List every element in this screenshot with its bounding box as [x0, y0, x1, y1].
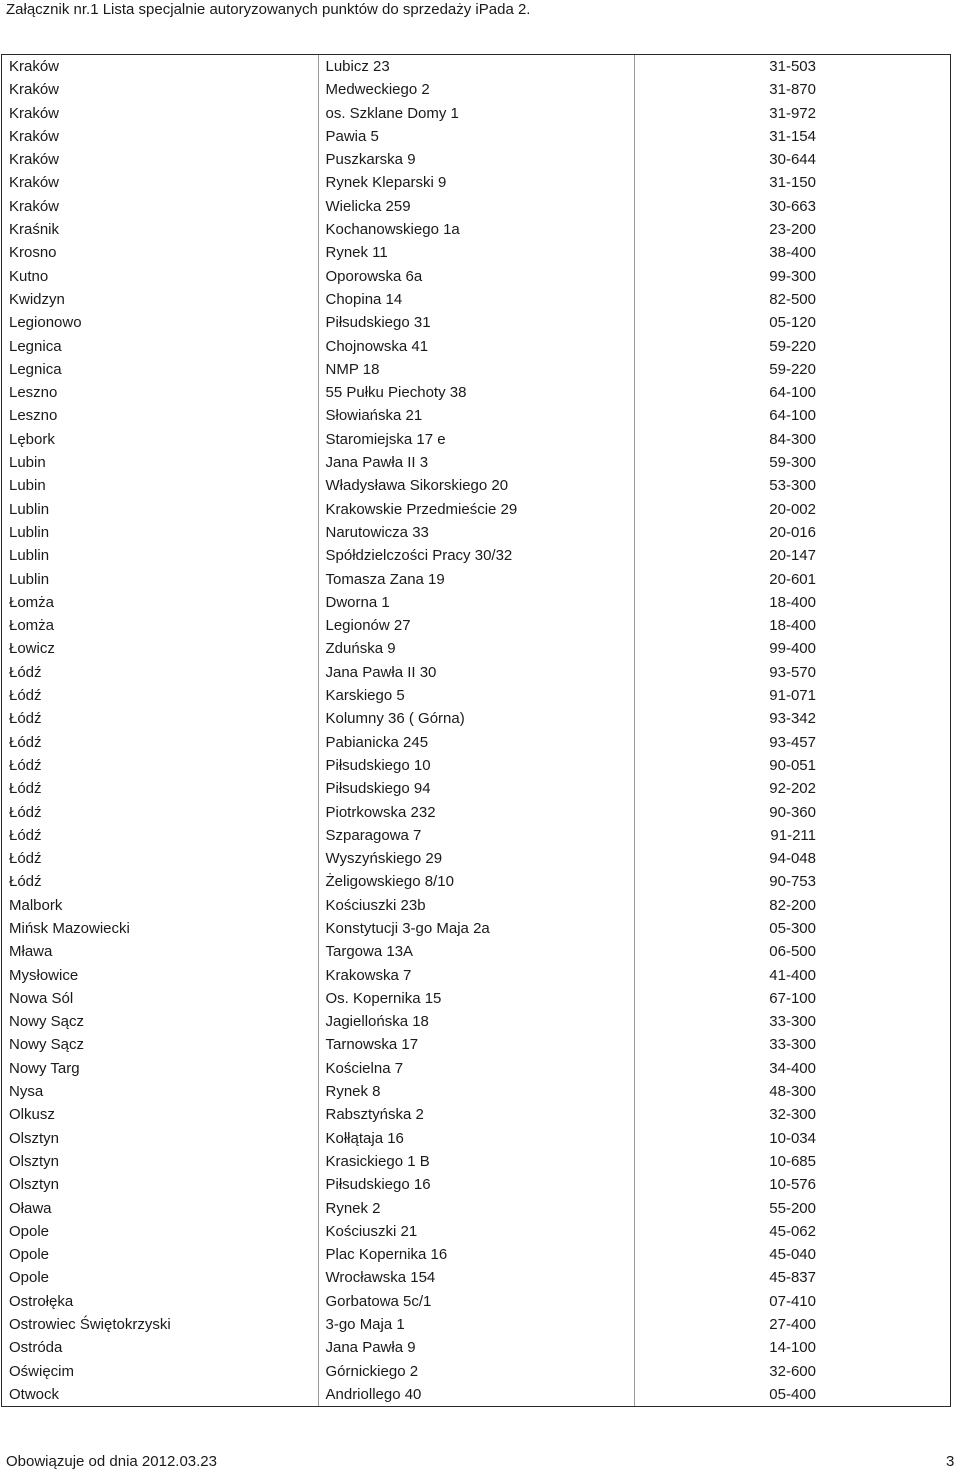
city-cell: Nowa Sól [2, 987, 318, 1010]
table-row [2, 684, 950, 707]
table-row [2, 148, 950, 171]
postal-code-cell: 48-300 [769, 1083, 816, 1101]
postal-code-cell: 14-100 [769, 1339, 816, 1357]
table-row [2, 1080, 950, 1103]
postal-code-cell: 20-016 [769, 523, 816, 541]
postal-code-cell: 41-400 [769, 966, 816, 984]
street-cell: Targowa 13A [318, 940, 634, 963]
table-row [2, 661, 950, 684]
city-cell: Opole [2, 1243, 318, 1266]
postal-code-cell: 64-100 [769, 407, 816, 425]
city-cell: Oświęcim [2, 1360, 318, 1383]
street-cell: Kościelna 7 [318, 1057, 634, 1080]
street-cell: Piłsudskiego 16 [318, 1173, 634, 1196]
city-cell: Opole [2, 1220, 318, 1243]
city-cell: Legnica [2, 335, 318, 358]
city-cell: Olsztyn [2, 1150, 318, 1173]
city-cell: Olsztyn [2, 1127, 318, 1150]
street-cell: Rynek Kleparski 9 [318, 171, 634, 194]
city-cell: Lubin [2, 474, 318, 497]
postal-code-cell: 94-048 [769, 850, 816, 868]
table-row [2, 1127, 950, 1150]
street-cell: 3-go Maja 1 [318, 1313, 634, 1336]
street-cell: Kościuszki 23b [318, 894, 634, 917]
street-cell: Tomasza Zana 19 [318, 568, 634, 591]
street-cell: Piotrkowska 232 [318, 801, 634, 824]
postal-code-cell: 99-400 [769, 640, 816, 658]
street-cell: Jana Pawła II 3 [318, 451, 634, 474]
street-cell: Żeligowskiego 8/10 [318, 870, 634, 893]
street-cell: Karskiego 5 [318, 684, 634, 707]
table-row [2, 218, 950, 241]
postal-code-cell: 23-200 [769, 221, 816, 239]
city-cell: Łódź [2, 661, 318, 684]
city-cell: Łódź [2, 801, 318, 824]
street-cell: Os. Kopernika 15 [318, 987, 634, 1010]
city-cell: Kraków [2, 171, 318, 194]
city-cell: Ostróda [2, 1336, 318, 1359]
postal-code-cell: 45-837 [769, 1269, 816, 1287]
table-row [2, 614, 950, 637]
table-row [2, 265, 950, 288]
table-row [2, 917, 950, 940]
dealer-table [2, 55, 950, 1406]
table-row [2, 847, 950, 870]
street-cell: Pawia 5 [318, 125, 634, 148]
street-cell: Lubicz 23 [318, 55, 634, 78]
city-cell: Kraków [2, 78, 318, 101]
city-cell: Lublin [2, 544, 318, 567]
street-cell: Gorbatowa 5c/1 [318, 1290, 634, 1313]
street-cell: os. Szklane Domy 1 [318, 102, 634, 125]
postal-code-cell: 82-200 [769, 896, 816, 914]
table-row [2, 404, 950, 427]
city-cell: Lublin [2, 498, 318, 521]
table-row [2, 1336, 950, 1359]
table-row [2, 125, 950, 148]
street-cell: Jana Pawła II 30 [318, 661, 634, 684]
street-cell: Konstytucji 3-go Maja 2a [318, 917, 634, 940]
city-cell: Łódź [2, 824, 318, 847]
postal-code-cell: 45-062 [769, 1222, 816, 1240]
street-cell: Krakowska 7 [318, 964, 634, 987]
city-cell: Łódź [2, 754, 318, 777]
postal-code-cell: 84-300 [769, 430, 816, 448]
postal-code-cell: 90-051 [769, 756, 816, 774]
city-cell: Otwock [2, 1383, 318, 1406]
street-cell: Kolumny 36 ( Górna) [318, 707, 634, 730]
city-cell: Mińsk Mazowiecki [2, 917, 318, 940]
postal-code-cell: 10-685 [769, 1152, 816, 1170]
table-row [2, 1290, 950, 1313]
table-row [2, 102, 950, 125]
table-row [2, 1197, 950, 1220]
street-cell: Słowiańska 21 [318, 404, 634, 427]
street-cell: Zduńska 9 [318, 637, 634, 660]
city-cell: Nysa [2, 1080, 318, 1103]
city-cell: Oława [2, 1197, 318, 1220]
postal-code-cell: 45-040 [769, 1246, 816, 1264]
table-row [2, 637, 950, 660]
street-cell: Władysława Sikorskiego 20 [318, 474, 634, 497]
city-cell: Łowicz [2, 637, 318, 660]
table-row [2, 707, 950, 730]
table-row [2, 870, 950, 893]
postal-code-cell: 82-500 [769, 290, 816, 308]
postal-code-cell: 93-570 [769, 663, 816, 681]
city-cell: Kutno [2, 265, 318, 288]
table-row [2, 381, 950, 404]
table-row [2, 311, 950, 334]
postal-code-cell: 34-400 [769, 1059, 816, 1077]
street-cell: Kołłątaja 16 [318, 1127, 634, 1150]
table-row [2, 1360, 950, 1383]
postal-code-cell: 05-300 [769, 919, 816, 937]
city-cell: Mława [2, 940, 318, 963]
postal-code-cell: 07-410 [769, 1292, 816, 1310]
street-cell: Krakowskie Przedmieście 29 [318, 498, 634, 521]
city-cell: Łódź [2, 870, 318, 893]
city-cell: Łódź [2, 731, 318, 754]
city-cell: Krosno [2, 241, 318, 264]
street-cell: Puszkarska 9 [318, 148, 634, 171]
table-row [2, 987, 950, 1010]
city-cell: Kraków [2, 125, 318, 148]
postal-code-cell: 05-400 [769, 1385, 816, 1403]
postal-code-cell: 32-300 [769, 1106, 816, 1124]
street-cell: Wielicka 259 [318, 195, 634, 218]
city-cell: Kwidzyn [2, 288, 318, 311]
street-cell: Jana Pawła 9 [318, 1336, 634, 1359]
table-row [2, 428, 950, 451]
table-row [2, 1150, 950, 1173]
city-cell: Łomża [2, 591, 318, 614]
postal-code-cell: 20-601 [769, 570, 816, 588]
table-row [2, 358, 950, 381]
postal-code-cell: 30-663 [769, 197, 816, 215]
city-cell: Nowy Sącz [2, 1033, 318, 1056]
street-cell: Tarnowska 17 [318, 1033, 634, 1056]
street-cell: Szparagowa 7 [318, 824, 634, 847]
postal-code-cell: 91-211 [770, 826, 816, 844]
street-cell: Legionów 27 [318, 614, 634, 637]
table-row [2, 731, 950, 754]
city-cell: Łódź [2, 707, 318, 730]
table-row [2, 1383, 950, 1406]
table-row [2, 824, 950, 847]
table-row [2, 1243, 950, 1266]
table-body [2, 55, 950, 1406]
postal-code-cell: 67-100 [769, 989, 816, 1007]
table-row [2, 568, 950, 591]
street-cell: Piłsudskiego 10 [318, 754, 634, 777]
table-row [2, 171, 950, 194]
city-cell: Łomża [2, 614, 318, 637]
table-row [2, 964, 950, 987]
table-row [2, 777, 950, 800]
street-cell: Rynek 2 [318, 1197, 634, 1220]
city-cell: Łódź [2, 847, 318, 870]
table-row [2, 894, 950, 917]
table-row [2, 754, 950, 777]
street-cell: Rynek 11 [318, 241, 634, 264]
table-row [2, 1313, 950, 1336]
street-cell: 55 Pułku Piechoty 38 [318, 381, 634, 404]
city-cell: Legionowo [2, 311, 318, 334]
city-cell: Nowy Targ [2, 1057, 318, 1080]
street-cell: Kościuszki 21 [318, 1220, 634, 1243]
table-row [2, 78, 950, 101]
street-cell: Andriollego 40 [318, 1383, 634, 1406]
postal-code-cell: 53-300 [769, 477, 816, 495]
postal-code-cell: 31-503 [769, 58, 816, 75]
postal-code-cell: 55-200 [769, 1199, 816, 1217]
table-row [2, 521, 950, 544]
postal-code-cell: 31-870 [769, 81, 816, 99]
street-cell: Narutowicza 33 [318, 521, 634, 544]
postal-code-cell: 20-002 [769, 500, 816, 518]
table-row [2, 1033, 950, 1056]
city-cell: Lębork [2, 428, 318, 451]
street-cell: Pabianicka 245 [318, 731, 634, 754]
city-cell: Legnica [2, 358, 318, 381]
city-cell: Łódź [2, 777, 318, 800]
postal-code-cell: 92-202 [769, 780, 816, 798]
postal-code-cell: 59-220 [769, 337, 816, 355]
table-row [2, 241, 950, 264]
postal-code-cell: 20-147 [769, 547, 816, 565]
postal-code-cell: 05-120 [769, 314, 816, 332]
city-cell: Ostrołęka [2, 1290, 318, 1313]
postal-code-cell: 27-400 [769, 1316, 816, 1334]
postal-code-cell: 90-360 [769, 803, 816, 821]
table-row [2, 1220, 950, 1243]
city-cell: Mysłowice [2, 964, 318, 987]
street-cell: Oporowska 6a [318, 265, 634, 288]
table-row [2, 1173, 950, 1196]
postal-code-cell: 10-034 [769, 1129, 816, 1147]
table-row [2, 591, 950, 614]
dealer-list-table [1, 54, 951, 1407]
street-cell: Jagiellońska 18 [318, 1010, 634, 1033]
street-cell: Górnickiego 2 [318, 1360, 634, 1383]
city-cell: Nowy Sącz [2, 1010, 318, 1033]
city-cell: Kraków [2, 55, 318, 78]
table-row [2, 498, 950, 521]
postal-code-cell: 10-576 [769, 1176, 816, 1194]
street-cell: Staromiejska 17 e [318, 428, 634, 451]
city-cell: Lublin [2, 568, 318, 591]
postal-code-cell: 33-300 [769, 1036, 816, 1054]
city-cell: Lubin [2, 451, 318, 474]
table-row [2, 801, 950, 824]
street-cell: Krasickiego 1 B [318, 1150, 634, 1173]
table-row [2, 1010, 950, 1033]
street-cell: Rabsztyńska 2 [318, 1103, 634, 1126]
postal-code-cell: 99-300 [769, 267, 816, 285]
street-cell: Plac Kopernika 16 [318, 1243, 634, 1266]
footer-effective-date: Obowiązuje od dnia 2012.03.23 [6, 1453, 217, 1470]
city-cell: Kraków [2, 195, 318, 218]
postal-code-cell: 30-644 [769, 151, 816, 169]
street-cell: NMP 18 [318, 358, 634, 381]
document-header-title: Załącznik nr.1 Lista specjalnie autoryzowanych punktów do sprzedaży iPada 2. [6, 1, 531, 18]
city-cell: Malbork [2, 894, 318, 917]
street-cell: Spółdzielczości Pracy 30/32 [318, 544, 634, 567]
table-row [2, 1266, 950, 1289]
postal-code-cell: 32-600 [769, 1362, 816, 1380]
table-row [2, 451, 950, 474]
city-cell: Kraków [2, 102, 318, 125]
street-cell: Wyszyńskiego 29 [318, 847, 634, 870]
city-cell: Kraków [2, 148, 318, 171]
table-row [2, 55, 950, 78]
table-row [2, 288, 950, 311]
city-cell: Ostrowiec Świętokrzyski [2, 1313, 318, 1336]
city-cell: Leszno [2, 381, 318, 404]
table-row [2, 335, 950, 358]
street-cell: Piłsudskiego 94 [318, 777, 634, 800]
postal-code-cell: 38-400 [769, 244, 816, 262]
city-cell: Olsztyn [2, 1173, 318, 1196]
table-row [2, 474, 950, 497]
street-cell: Chojnowska 41 [318, 335, 634, 358]
street-cell: Piłsudskiego 31 [318, 311, 634, 334]
street-cell: Rynek 8 [318, 1080, 634, 1103]
table-row [2, 1057, 950, 1080]
postal-code-cell: 90-753 [769, 873, 816, 891]
table-row [2, 1103, 950, 1126]
street-cell: Kochanowskiego 1a [318, 218, 634, 241]
postal-code-cell: 64-100 [769, 384, 816, 402]
postal-code-cell: 31-150 [769, 174, 816, 192]
street-cell: Dworna 1 [318, 591, 634, 614]
city-cell: Olkusz [2, 1103, 318, 1126]
postal-code-cell: 31-972 [769, 104, 816, 122]
street-cell: Chopina 14 [318, 288, 634, 311]
table-row [2, 544, 950, 567]
postal-code-cell: 59-220 [769, 360, 816, 378]
city-cell: Kraśnik [2, 218, 318, 241]
postal-code-cell: 59-300 [769, 454, 816, 472]
table-row [2, 195, 950, 218]
table-row [2, 940, 950, 963]
postal-code-cell: 33-300 [769, 1013, 816, 1031]
postal-code-cell: 06-500 [769, 943, 816, 961]
footer-page-number: 3 [946, 1453, 955, 1470]
postal-code-cell: 18-400 [769, 593, 816, 611]
city-cell: Leszno [2, 404, 318, 427]
postal-code-cell: 18-400 [769, 617, 816, 635]
city-cell: Łódź [2, 684, 318, 707]
street-cell: Wrocławska 154 [318, 1266, 634, 1289]
city-cell: Lublin [2, 521, 318, 544]
street-cell: Medweckiego 2 [318, 78, 634, 101]
city-cell: Opole [2, 1266, 318, 1289]
postal-code-cell: 91-071 [769, 687, 816, 705]
postal-code-cell: 31-154 [769, 127, 816, 145]
postal-code-cell: 93-457 [769, 733, 816, 751]
postal-code-cell: 93-342 [769, 710, 816, 728]
